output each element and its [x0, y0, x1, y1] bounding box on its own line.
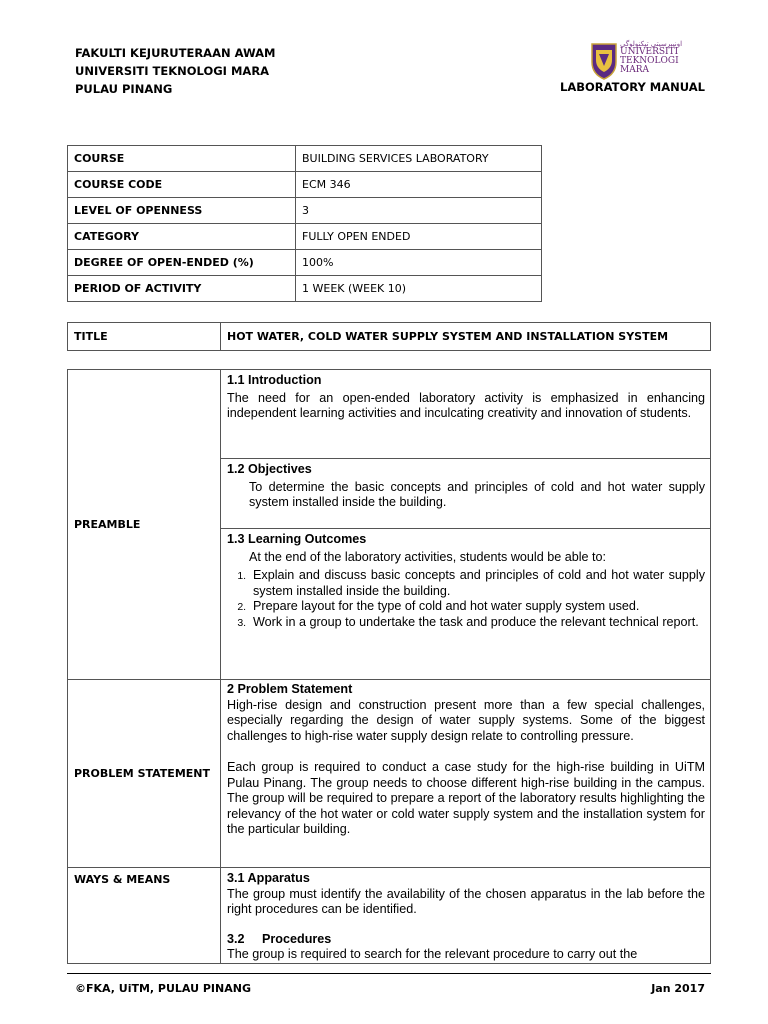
objectives-section [221, 459, 711, 529]
problem-paragraph-2: Each group is required to conduct a case study for the high-rise building in UiTM Pulau Pinang. The group needs to choose different high-rise building in the campus. The group will be required to prepare a report of the laboratory results highlighting the relevancy of the hot water or cold water supply system and the installation system for the particular building. [227, 760, 705, 836]
learning-outcomes-section [221, 529, 711, 680]
objectives-heading: 1.2 Objectives [227, 462, 312, 476]
table-row [68, 250, 542, 276]
title-label: TITLE [68, 323, 221, 351]
footer-copyright: ©FKA, UiTM, PULAU PINANG [75, 982, 251, 995]
course-info-table [67, 145, 542, 302]
header-line-1: FAKULTI KEJURUTERAAN AWAM [75, 46, 276, 60]
header-line-2: UNIVERSITI TEKNOLOGI MARA [75, 64, 270, 78]
problem-statement-section [221, 680, 711, 868]
logo-word-2: TEKNOLOGI [620, 56, 679, 66]
learning-outcomes-intro: At the end of the laboratory activities, students would be able to: [249, 549, 607, 564]
table-row [68, 868, 711, 964]
apparatus-text: The group must identify the availability of the chosen apparatus in the lab before the right procedures can be identified. [227, 886, 705, 916]
table-row [68, 198, 542, 224]
preamble-label: PREAMBLE [68, 370, 221, 680]
footer-divider [67, 973, 711, 974]
header-line-3: PULAU PINANG [75, 82, 173, 96]
info-label: LEVEL OF OPENNESS [68, 198, 296, 224]
learning-outcomes-heading: 1.3 Learning Outcomes [227, 532, 367, 546]
list-item: 3. Work in a group to undertake the task and produce the relevant technical report. [249, 615, 705, 631]
introduction-text: The need for an open-ended laboratory activity is emphasized in enhancing independent learning activities and inculcating creativity and innovation of students. [227, 390, 705, 420]
table-row [68, 680, 711, 868]
table-row [68, 276, 542, 302]
list-item: 1. Explain and discuss basic concepts and principles of cold and hot water supply system installed inside the building. [249, 568, 705, 599]
list-item: 2. Prepare layout for the type of cold and hot water supply system used. [249, 599, 705, 615]
ways-means-label: WAYS & MEANS [68, 868, 221, 964]
info-value: ECM 346 [296, 172, 542, 198]
info-label: CATEGORY [68, 224, 296, 250]
info-label: COURSE CODE [68, 172, 296, 198]
table-row [68, 224, 542, 250]
procedures-text: The group is required to search for the relevant procedure to carry out the [227, 947, 638, 961]
apparatus-heading: 3.1 Apparatus [227, 871, 310, 885]
introduction-section [221, 370, 711, 459]
info-value: FULLY OPEN ENDED [296, 224, 542, 250]
info-value: 3 [296, 198, 542, 224]
introduction-heading: 1.1 Introduction [227, 373, 322, 387]
footer-date: Jan 2017 [651, 982, 705, 995]
crest-icon [590, 40, 618, 80]
university-logo [590, 40, 698, 84]
problem-statement-label: PROBLEM STATEMENT [68, 680, 221, 868]
laboratory-manual-label: LABORATORY MANUAL [560, 80, 705, 94]
jawi-script-logo: ﺍﻭﻧﻴﺒﺮﺳﻴﺘﻲ ﺗﻴﻜﻨﻮﻟﻮﮔﻲ [620, 40, 683, 48]
info-value: 1 WEEK (WEEK 10) [296, 276, 542, 302]
activity-table [67, 369, 711, 964]
table-row [68, 172, 542, 198]
info-label: DEGREE OF OPEN-ENDED (%) [68, 250, 296, 276]
ways-means-section [221, 868, 711, 964]
title-table [67, 322, 711, 351]
objectives-text: To determine the basic concepts and principles of cold and hot water supply system installed inside the building. [249, 479, 705, 509]
info-value: BUILDING SERVICES LABORATORY [296, 146, 542, 172]
learning-outcomes-list [227, 568, 705, 630]
procedures-heading: 3.2 Procedures [227, 931, 332, 946]
info-label: PERIOD OF ACTIVITY [68, 276, 296, 302]
info-label: COURSE [68, 146, 296, 172]
table-row [68, 146, 542, 172]
info-value: 100% [296, 250, 542, 276]
logo-word-3: MARA [620, 65, 649, 75]
problem-statement-heading: 2 Problem Statement [227, 682, 353, 696]
table-row [68, 370, 711, 459]
problem-paragraph-1: High-rise design and construction present more than a few special challenges, especially regarding the design of water supply systems. Some of the biggest challenges to high-rise water supply design relate to controlling pressure. [227, 697, 705, 743]
title-value: HOT WATER, COLD WATER SUPPLY SYSTEM AND INSTALLATION SYSTEM [221, 323, 711, 351]
logo-word-1: UNIVERSITI [620, 47, 679, 57]
table-row [68, 323, 711, 351]
faculty-header [75, 44, 276, 98]
